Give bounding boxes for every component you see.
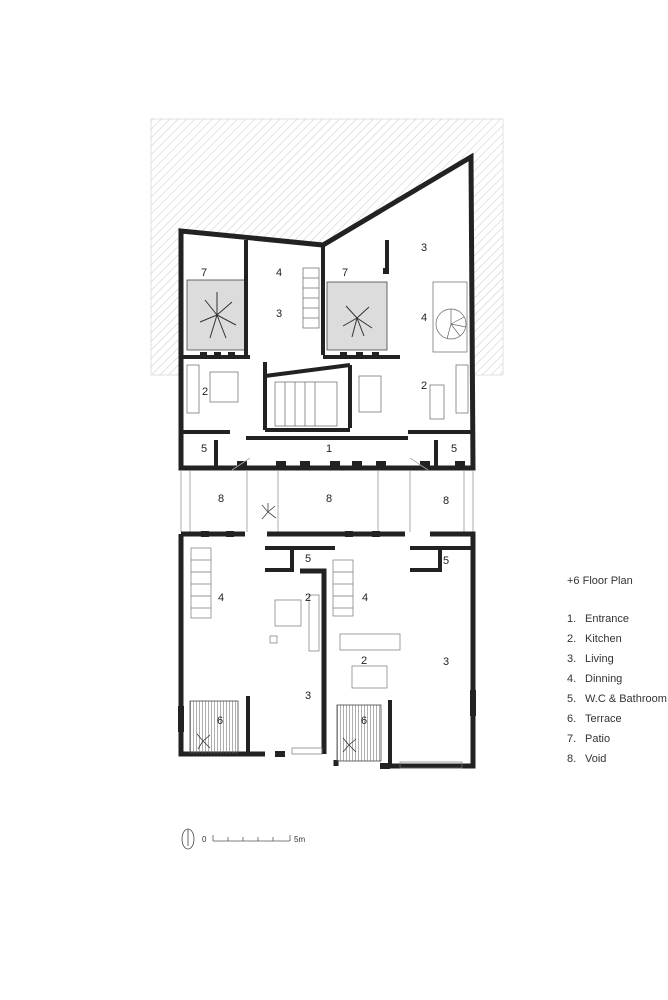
legend-number: 5. [567, 693, 577, 705]
legend-item [567, 709, 667, 729]
legend-number: 2. [567, 633, 577, 645]
legend-item [567, 649, 667, 669]
legend [567, 571, 667, 769]
room-number: 4 [275, 266, 283, 279]
tree-icon [262, 503, 276, 519]
room-number: 8 [217, 492, 225, 505]
legend-item [567, 729, 667, 749]
legend-item [567, 609, 667, 629]
room-number: 6 [360, 714, 368, 727]
room-number: 6 [216, 714, 224, 727]
legend-label: Dinning [585, 673, 623, 685]
plan-title: +6 Floor Plan [567, 575, 633, 587]
legend-number: 3. [567, 653, 577, 665]
room-number: 7 [341, 266, 349, 279]
scale-end: 5m [294, 835, 306, 844]
legend-list [567, 609, 667, 769]
terrace-left [190, 701, 238, 753]
room-number: 4 [420, 311, 428, 324]
terrace-right [337, 705, 381, 761]
room-number: 5 [442, 554, 450, 567]
room-number: 8 [442, 494, 450, 507]
room-number: 7 [200, 266, 208, 279]
legend-item [567, 629, 667, 649]
room-number: 5 [200, 442, 208, 455]
legend-label: Entrance [585, 613, 630, 625]
legend-number: 8. [567, 753, 577, 765]
legend-label: Void [585, 753, 607, 765]
room-number: 4 [361, 591, 369, 604]
legend-item [567, 749, 667, 769]
legend-number: 1. [567, 613, 577, 625]
room-number: 5 [304, 552, 312, 565]
room-number: 2 [201, 385, 209, 398]
room-number: 1 [325, 442, 333, 455]
legend-label: Terrace [585, 713, 622, 725]
patio-right [327, 282, 387, 350]
legend-number: 4. [567, 673, 577, 685]
scale-start: 0 [202, 835, 207, 844]
legend-number: 6. [567, 713, 577, 725]
scale-bar [182, 829, 305, 849]
room-number: 4 [217, 591, 225, 604]
room-number: 3 [275, 307, 283, 320]
legend-item [567, 689, 667, 709]
room-number: 2 [420, 379, 428, 392]
legend-label: Patio [585, 733, 611, 745]
room-number: 2 [304, 591, 312, 604]
legend-number: 7. [567, 733, 577, 745]
room-number: 2 [360, 654, 368, 667]
legend-item [567, 669, 667, 689]
legend-label: W.C & Bathroom [585, 693, 667, 705]
room-number: 3 [304, 689, 312, 702]
legend-label: Living [585, 653, 614, 665]
legend-label: Kitchen [585, 633, 622, 645]
room-number: 5 [450, 442, 458, 455]
room-number: 3 [442, 655, 450, 668]
room-number: 8 [325, 492, 333, 505]
room-number: 3 [420, 241, 428, 254]
